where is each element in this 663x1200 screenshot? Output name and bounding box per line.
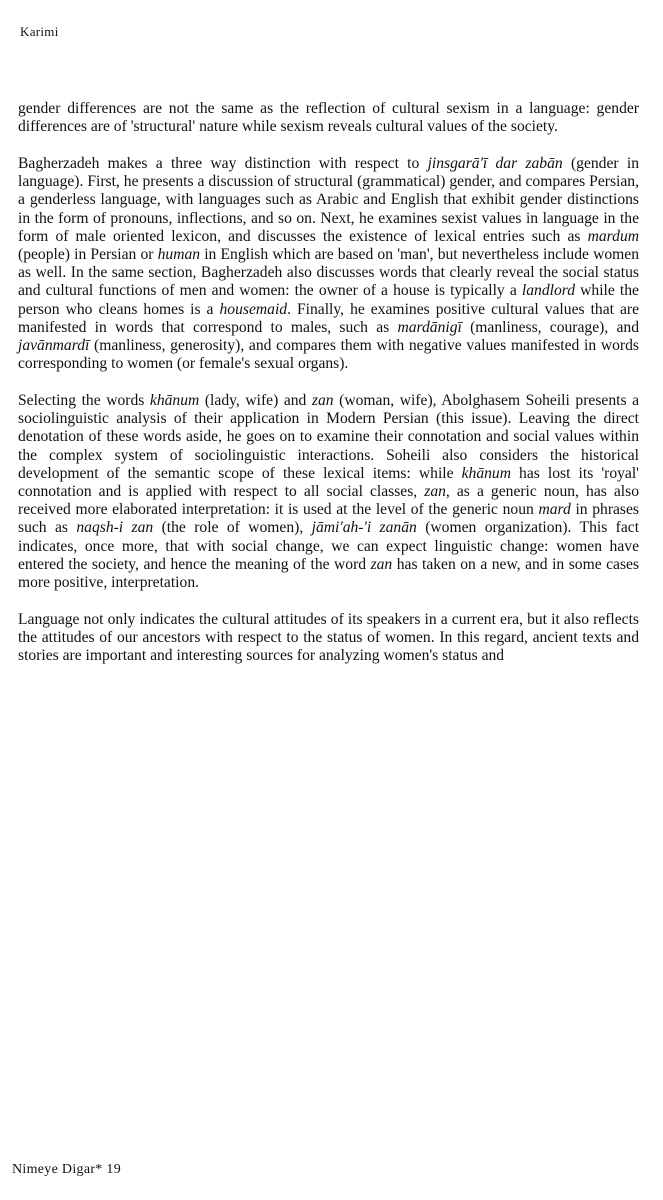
italic-term: human: [157, 246, 201, 264]
italic-term: zan: [424, 483, 446, 501]
page-footer: Nimeye Digar* 19: [12, 1162, 121, 1177]
text-run: while the person who cleans homes is a: [18, 282, 639, 318]
italic-term: jāmi'ah-'i zanān: [311, 519, 417, 537]
italic-term: mardānigī: [397, 318, 462, 336]
italic-term: zan: [311, 392, 334, 410]
italic-term: naqsh-i zan: [76, 519, 154, 537]
italic-term: housemaid: [219, 300, 288, 318]
text-run: (gender in language). First, he presents a discussion of structural (grammatical) gender, and compares Persian, a genderless language, with languages such as Arabic and English that exhibit gender distinctions in the form of pronouns, inflections, and so on. Next, he examines sexist values in language in the form of male oriented lexicon, and discusses the existence of lexical entries such as: [18, 155, 639, 245]
text-run: has lost its 'royal' connotation and is applied with respect to all social classes,: [18, 464, 639, 501]
paragraph: [18, 100, 639, 136]
text-run: (manliness, courage), and: [461, 318, 639, 336]
italic-term: khānum: [149, 392, 200, 410]
text-run: (people) in Persian or: [18, 246, 158, 264]
text-run: gender differences are not the same as the reflection of cultural sexism in a language: gender differences are of 'structural' nature while sexism reveals cultural values of the society.: [18, 100, 639, 136]
body-text: [18, 100, 639, 665]
text-run: Selecting the words: [18, 392, 150, 410]
italic-term: mard: [538, 501, 571, 519]
running-head: Karimi: [20, 24, 59, 39]
text-run: , as a generic noun, has also received more elaborated interpretation: it is used at the level of the generic noun: [18, 483, 639, 519]
italic-term: khānum: [461, 464, 511, 482]
text-run: in phrases such as: [18, 501, 639, 537]
text-run: . Finally, he examines positive cultural values that are manifested in words that correspond to males, such as: [18, 300, 639, 336]
paragraph: [18, 611, 639, 666]
italic-term: javānmardī: [18, 337, 90, 355]
paragraph: [18, 155, 639, 373]
italic-term: zan: [370, 555, 393, 573]
text-run: (woman, wife), Abolghasem Soheili presents a sociolinguistic analysis of their application in Modern Persian (this issue). Leaving the direct denotation of these words aside, he goes on to examine their connotation and social values within the complex system of sociolinguistic interactions. Soheili also considers the historical development of the semantic scope of these lexical items: while: [18, 392, 640, 482]
italic-term: mardum: [587, 227, 639, 245]
paragraph: [18, 392, 639, 592]
text-run: Language not only indicates the cultural attitudes of its speakers in a current era, but it also reflects the attitudes of our ancestors with respect to the status of women. In this regard, ancient texts and stories are important and interesting sources for analyzing women's status and: [18, 610, 639, 665]
text-run: (the role of women),: [153, 519, 312, 537]
italic-term: landlord: [521, 282, 576, 300]
text-run: has taken on a new, and in some cases more positive, interpretation.: [18, 555, 640, 592]
text-run: Bagherzadeh makes a three way distinction with respect to: [18, 155, 428, 172]
text-run: in English which are based on 'man', but nevertheless include women as well. In the same section, Bagherzadeh also discusses words that clearly reveal the social status and cultural functions of men and women: the owner of a house is typically a: [18, 246, 639, 300]
text-run: (women organization). This fact indicates, once more, that with social change, we can expect linguistic change: women have entered the society, and hence the meaning of the word: [18, 519, 640, 573]
text-run: (lady, wife) and: [199, 392, 312, 410]
text-run: (manliness, generosity), and compares them with negative values manifested in words corresponding to women (or female's sexual organs).: [18, 337, 639, 373]
italic-term: jinsgarā'ī dar zabān: [427, 155, 563, 172]
